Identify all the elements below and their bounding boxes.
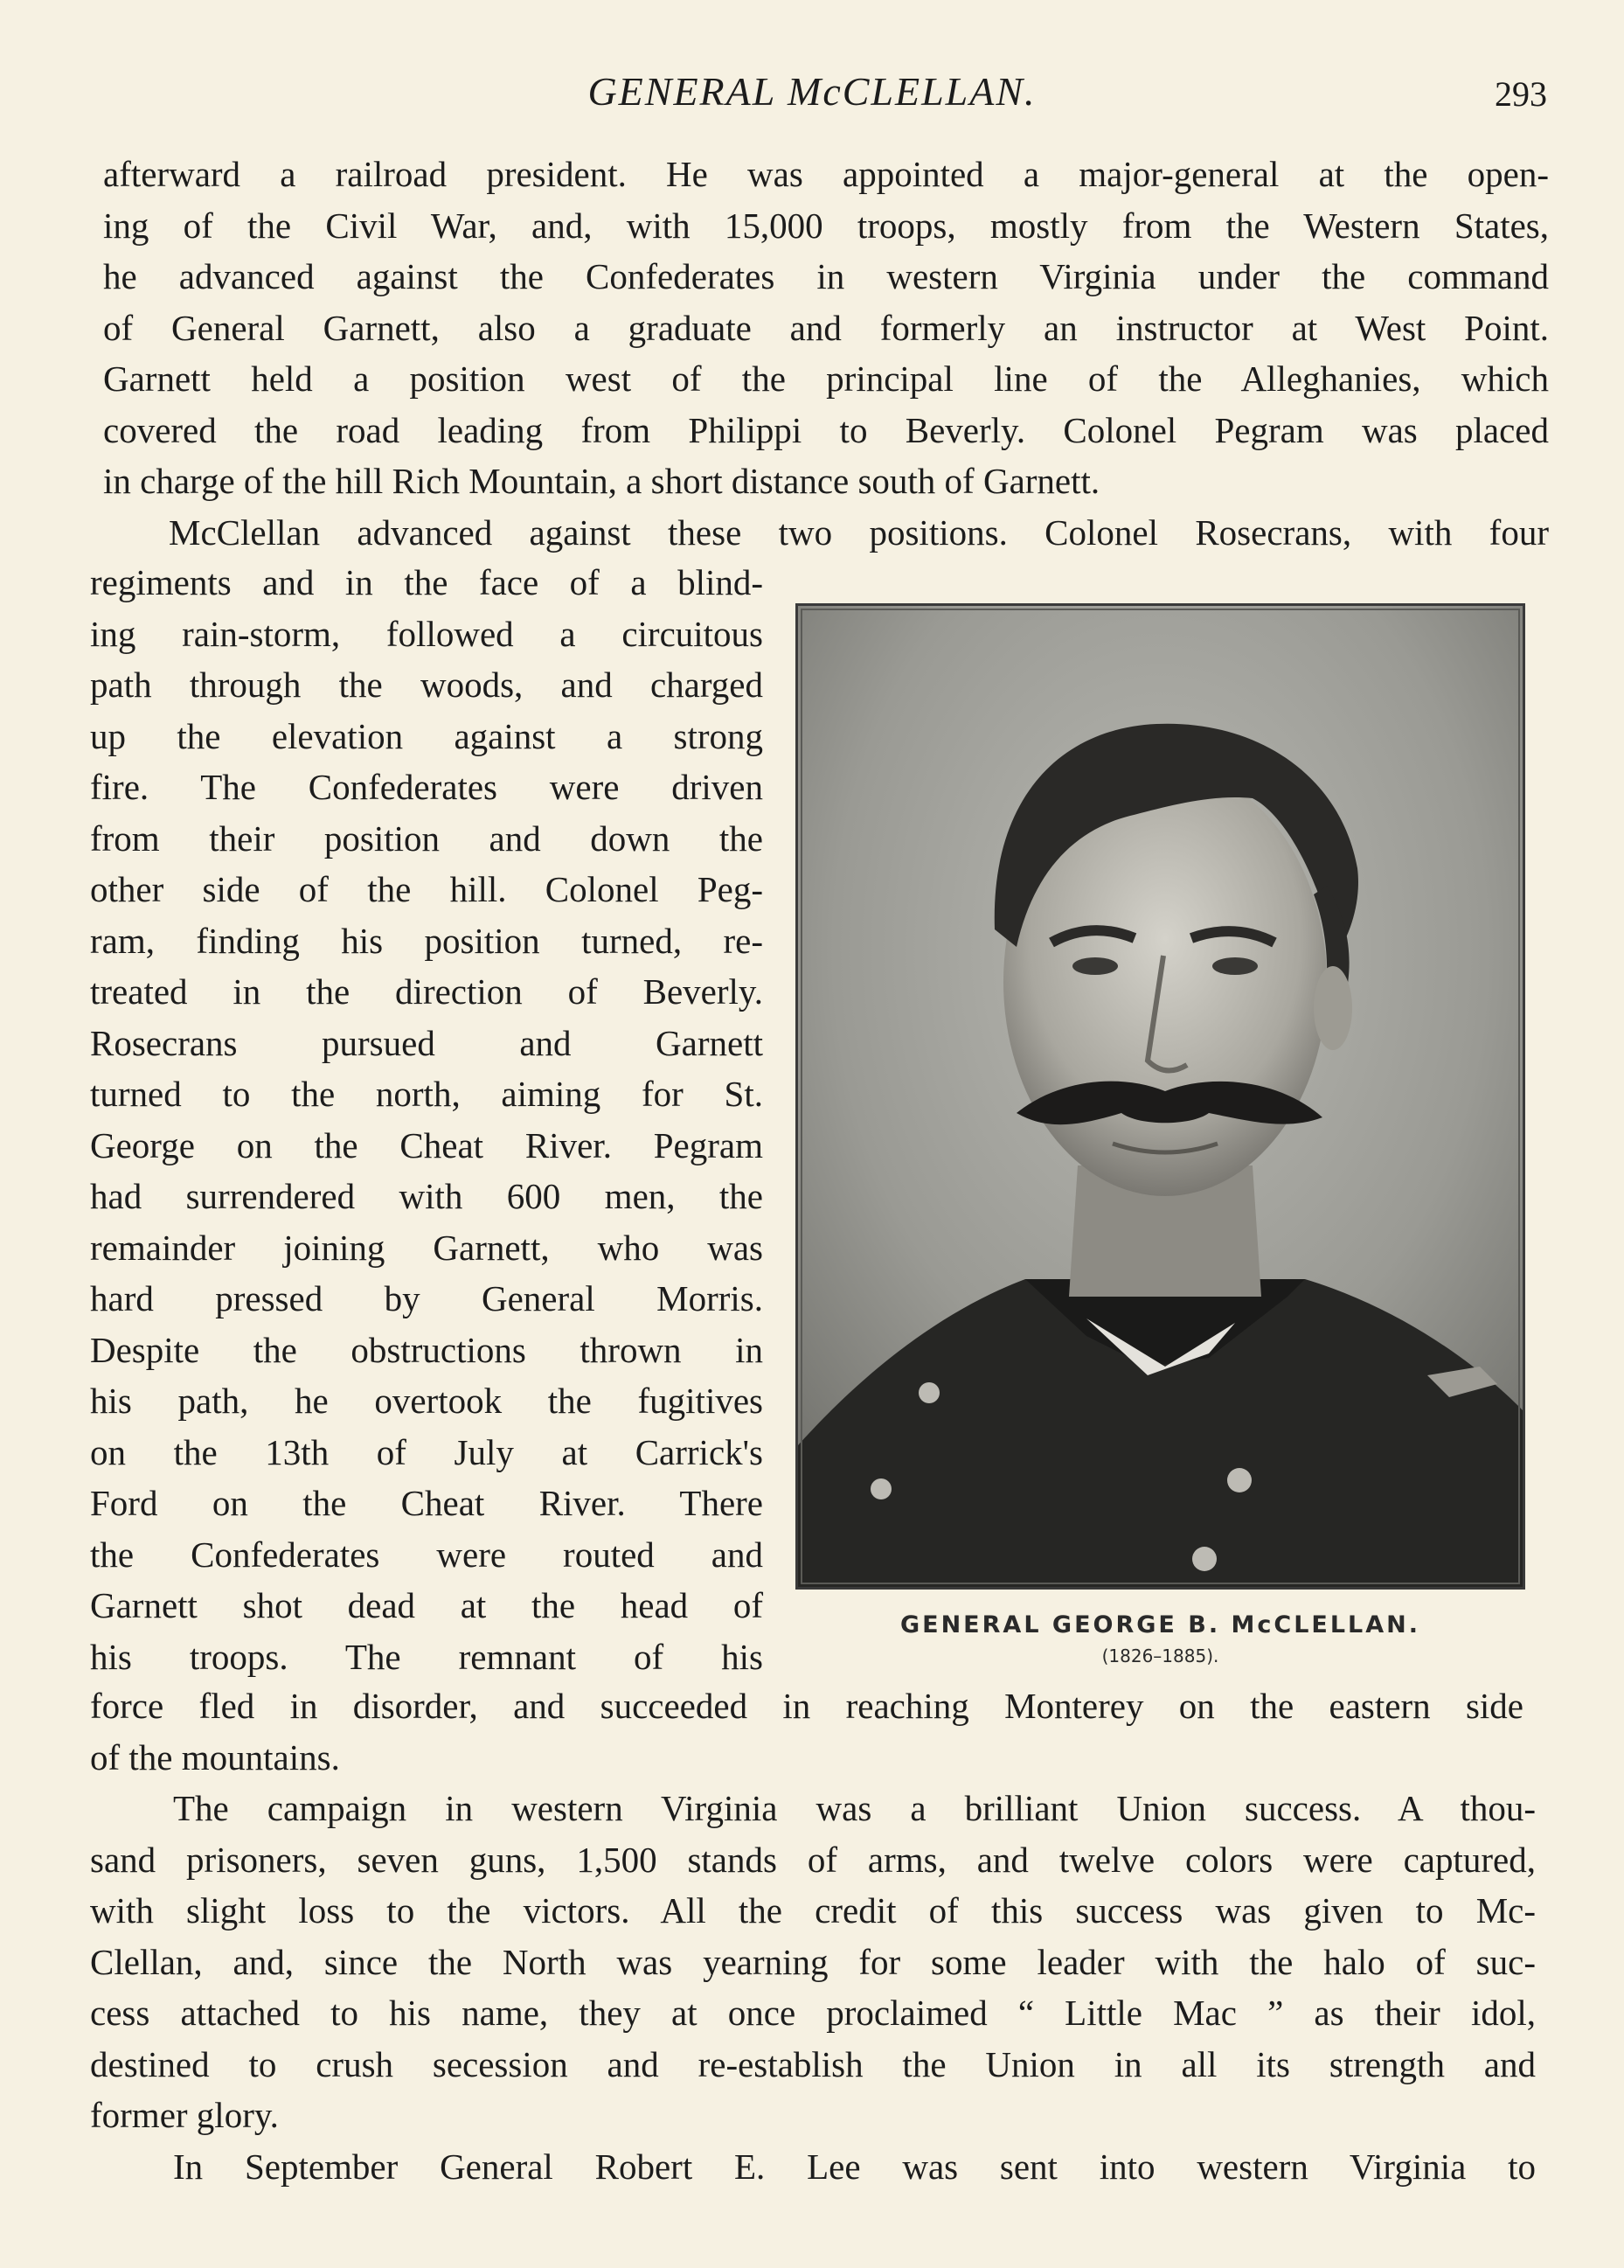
text-line: he advanced against the Confederates in western Virginia under the command [103,256,1549,296]
text-line: of the mountains. [90,1736,340,1778]
figure-caption [787,1611,1534,1666]
portrait-figure [795,603,1525,1590]
text-line: fire. The Confederates were driven [90,767,763,807]
text-line: In September General Robert E. Lee was sent into western Virginia to [173,2146,1536,2187]
caption-title: GENERAL GEORGE B. McCLELLAN. [899,1611,1421,1638]
portrait-engraving [798,606,1523,1587]
text-line: ing rain-storm, followed a circuitous [90,613,763,654]
running-head [0,68,1624,121]
text-line: from their position and down the [90,817,763,859]
text-line: destined to crush secession and re-establish the Union in all its strength and [90,2043,1536,2084]
text-line: his path, he overtook the fugitives [90,1381,763,1421]
coat-button [1192,1547,1217,1571]
text-line: ing of the Civil War, and, with 15,000 troops, mostly from the Western States, [103,205,1549,246]
text-line: remainder joining Garnett, who was [90,1227,763,1268]
text-line: former glory. [90,2095,279,2135]
text-line: on the 13th of July at Carrick's [90,1431,763,1472]
paragraph-1 [103,149,1549,558]
text-line: Garnett held a position west of the principal line of the Alleghanies, which [103,358,1549,399]
text-line: other side of the hill. Colonel Peg- [90,869,763,909]
page-number: 293 [1495,74,1547,114]
text-line: covered the road leading from Philippi to Beverly. Colonel Pegram was placed [103,409,1549,450]
coat-button [919,1382,940,1403]
text-line: hard pressed by General Morris. [90,1278,763,1318]
text-line: of General Garnett, also a graduate and formerly an instructor at West Point. [103,307,1549,348]
text-line: with slight loss to the victors. All the credit of this success was given to Mc- [90,1890,1536,1931]
text-line: force fled in disorder, and succeeded in reaching Monterey on the eastern side [90,1686,1523,1726]
coat-button [871,1478,892,1499]
text-line: McClellan advanced against these two positions. Colonel Rosecrans, with four [169,511,1549,553]
text-line: his troops. The remnant of his [90,1636,763,1677]
text-line: regiments and in the face of a blind- [90,562,763,602]
caption-dates: (1826–1885). [1101,1645,1219,1666]
paragraph-3 [90,1783,1536,2192]
text-line: Clellan, and, since the North was yearning for some leader with the halo of suc- [90,1941,1536,1982]
text-line: Despite the obstructions thrown in [90,1329,763,1370]
text-line: treated in the direction of Beverly. [90,971,763,1012]
text-line: cess attached to his name, they at once proclaimed “ Little Mac ” as their idol, [90,1993,1536,2033]
text-line: in charge of the hill Rich Mountain, a short distance south of Garnett. [103,461,1100,501]
text-line: had surrendered with 600 men, the [90,1176,763,1216]
coat-button [1227,1468,1252,1492]
text-line: turned to the north, aiming for St. [90,1074,763,1114]
text-line: Rosecrans pursued and Garnett [90,1022,763,1063]
running-title: GENERAL McCLELLAN. [587,69,1037,114]
text-line: up the elevation against a strong [90,715,763,756]
text-line: George on the Cheat River. Pegram [90,1124,763,1165]
text-line: path through the woods, and charged [90,664,763,705]
text-line: The campaign in western Virginia was a brilliant Union success. A thou- [173,1788,1536,1828]
paragraph-2-wrap [90,557,763,1682]
text-line: the Confederates were routed and [90,1534,763,1575]
text-line: sand prisoners, seven guns, 1,500 stands of arms, and twelve colors were captured, [90,1839,1536,1880]
text-line: ram, finding his position turned, re- [90,920,763,961]
text-line: Garnett shot dead at the head of [90,1585,763,1625]
paragraph-2-end [90,1680,1523,1783]
text-line: Ford on the Cheat River. There [90,1483,763,1523]
text-line: afterward a railroad president. He was appointed a major-general at the open- [103,154,1549,194]
